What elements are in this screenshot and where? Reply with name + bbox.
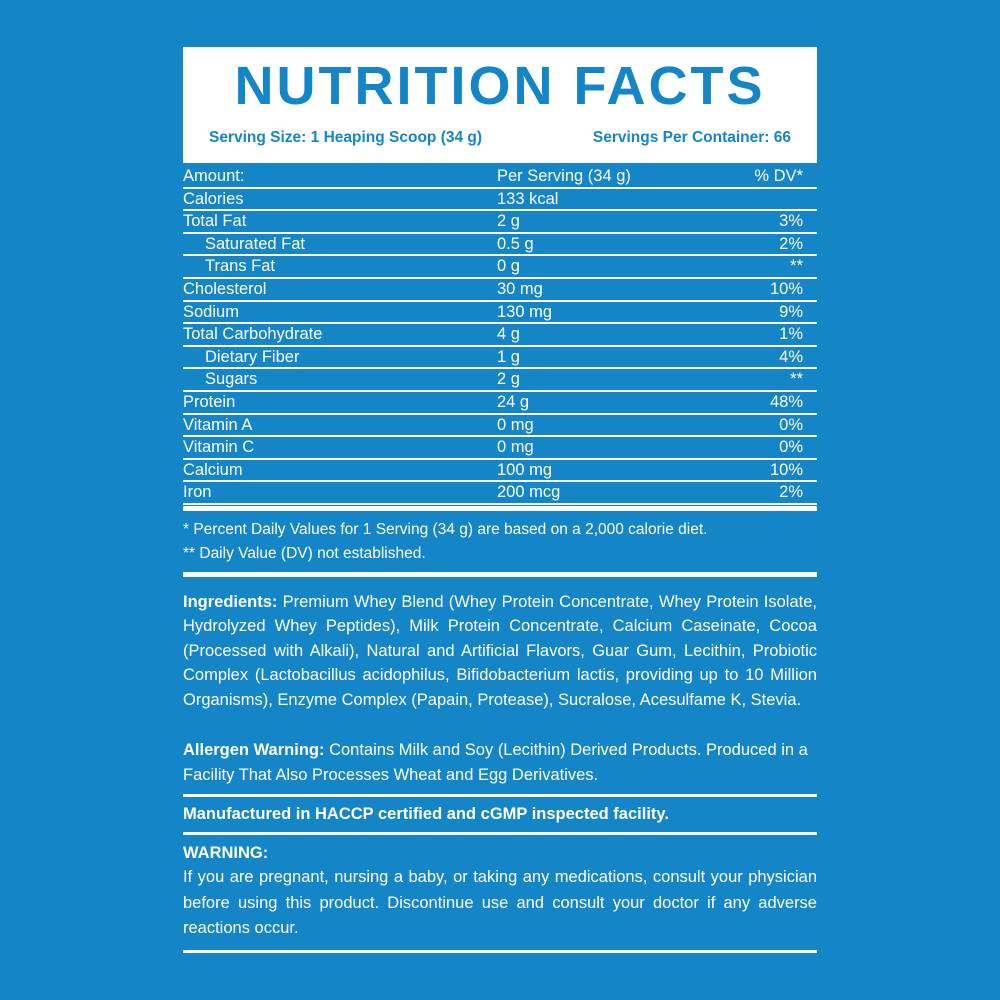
nutrient-amount: 30 mg bbox=[497, 280, 543, 299]
nutrient-dv: 0% bbox=[779, 438, 803, 457]
ingredients-label: Ingredients: bbox=[183, 592, 278, 611]
nutrient-dv: 1% bbox=[779, 325, 803, 344]
table-row bbox=[183, 347, 817, 370]
nutrient-name: Cholesterol bbox=[183, 280, 267, 299]
header-per-serving: Per Serving (34 g) bbox=[497, 167, 631, 186]
nutrient-dv: 2% bbox=[779, 483, 803, 502]
nutrient-name: Protein bbox=[183, 393, 236, 412]
serving-size: Serving Size: 1 Heaping Scoop (34 g) bbox=[209, 129, 483, 146]
footnote-dv: * Percent Daily Values for 1 Serving (34 g) are based on a 2,000 calorie diet. bbox=[183, 520, 708, 538]
nutrient-rows bbox=[183, 189, 817, 505]
nutrient-amount: 0 mg bbox=[497, 415, 534, 434]
table-row bbox=[183, 482, 817, 505]
nutrient-name: Iron bbox=[183, 483, 212, 502]
nutrient-name: Calories bbox=[183, 189, 244, 208]
table-row bbox=[183, 302, 817, 325]
table-row bbox=[183, 189, 817, 212]
nutrient-amount: 1 g bbox=[497, 347, 520, 366]
nutrient-amount: 24 g bbox=[497, 393, 530, 412]
nutrient-name: Vitamin C bbox=[183, 438, 255, 457]
nutrient-dv: ** bbox=[790, 370, 803, 389]
nutrient-dv: 48% bbox=[769, 393, 803, 412]
header-amount: Amount: bbox=[183, 167, 245, 186]
warning-paragraph: If you are pregnant, nursing a baby, or taking any medications, consult your physician before using this product. Discontinue use and consult your doctor if any adverse reactions occur. bbox=[183, 868, 817, 938]
table-row bbox=[183, 211, 817, 234]
thick-divider-top bbox=[183, 506, 817, 511]
nutrient-amount: 4 g bbox=[497, 325, 520, 344]
nutrient-amount: 133 kcal bbox=[497, 189, 559, 208]
nutrient-dv: 9% bbox=[779, 302, 803, 321]
thick-divider-bottom bbox=[183, 572, 817, 577]
nutrient-dv: 4% bbox=[779, 347, 803, 366]
nutrient-name: Total Carbohydrate bbox=[183, 325, 323, 344]
nutrient-name: Dietary Fiber bbox=[205, 347, 300, 366]
table-row bbox=[183, 369, 817, 392]
table-row bbox=[183, 415, 817, 438]
manufactured-note: Manufactured in HACCP certified and cGMP inspected facility. bbox=[183, 805, 669, 824]
nutrient-amount: 130 mg bbox=[497, 302, 553, 321]
nutrient-amount: 0 g bbox=[497, 257, 520, 276]
nutrient-dv: 10% bbox=[769, 460, 803, 479]
nutrient-name: Total Fat bbox=[183, 212, 247, 231]
divider-bottom bbox=[183, 950, 817, 953]
divider-after-manufactured bbox=[183, 832, 817, 835]
nutrient-amount: 0.5 g bbox=[497, 234, 534, 253]
nutrient-name: Trans Fat bbox=[205, 257, 275, 276]
page-title: NUTRITION FACTS bbox=[234, 56, 766, 116]
nutrient-dv: 0% bbox=[779, 415, 803, 434]
nutrient-table bbox=[183, 166, 817, 505]
table-row bbox=[183, 324, 817, 347]
ingredients-text: Premium Whey Blend (Whey Protein Concentrate, Whey Protein Isolate, Hydrolyzed Whey Peptides), Milk Protein Concentrate, Calcium Caseinate, Cocoa (Processed with Alkali), Natural and Artificial Flavors, Guar Gum, Lecithin, Probiotic Complex (Lactobacillus acidophilus, Bifidobacterium lactis, providing up to 10 Million Organisms), Enzyme Complex (Papain, Protease), Sucralose, Acesulfame K, Stevia. bbox=[183, 592, 817, 709]
nutrient-amount: 0 mg bbox=[497, 438, 534, 457]
nutrient-dv: 3% bbox=[779, 212, 803, 231]
header-panel bbox=[183, 47, 817, 163]
nutrition-label bbox=[183, 47, 817, 953]
header-dv: % DV* bbox=[754, 167, 803, 186]
nutrient-amount: 2 g bbox=[497, 212, 520, 231]
nutrient-amount: 200 mcg bbox=[497, 483, 561, 502]
nutrient-name: Vitamin A bbox=[183, 415, 253, 434]
nutrient-name: Sodium bbox=[183, 302, 239, 321]
table-row bbox=[183, 256, 817, 279]
servings-per-container: Servings Per Container: 66 bbox=[592, 129, 791, 146]
serving-info-row bbox=[183, 113, 817, 147]
divider-after-allergen bbox=[183, 794, 817, 797]
nutrient-amount: 100 mg bbox=[497, 460, 553, 479]
nutrient-dv: 2% bbox=[779, 234, 803, 253]
allergen-text: Contains Milk and Soy (Lecithin) Derived Products. Produced in a Facility That Also Processes Wheat and Egg Derivatives. bbox=[183, 741, 808, 785]
warning-heading: WARNING: bbox=[183, 844, 269, 863]
nutrient-name: Saturated Fat bbox=[205, 234, 305, 253]
allergen-paragraph bbox=[183, 738, 817, 788]
ingredients-paragraph bbox=[183, 590, 817, 713]
nutrient-dv: ** bbox=[790, 257, 803, 276]
table-header-row bbox=[183, 166, 817, 189]
footnotes bbox=[183, 518, 817, 566]
table-row bbox=[183, 437, 817, 460]
table-row bbox=[183, 392, 817, 415]
nutrient-dv: 10% bbox=[769, 280, 803, 299]
footnote-not-established: ** Daily Value (DV) not established. bbox=[183, 544, 426, 562]
table-row bbox=[183, 460, 817, 483]
allergen-label: Allergen Warning: bbox=[183, 741, 325, 760]
nutrient-amount: 2 g bbox=[497, 370, 520, 389]
table-row bbox=[183, 234, 817, 257]
table-row bbox=[183, 279, 817, 302]
nutrient-name: Sugars bbox=[205, 370, 258, 389]
nutrient-name: Calcium bbox=[183, 460, 243, 479]
